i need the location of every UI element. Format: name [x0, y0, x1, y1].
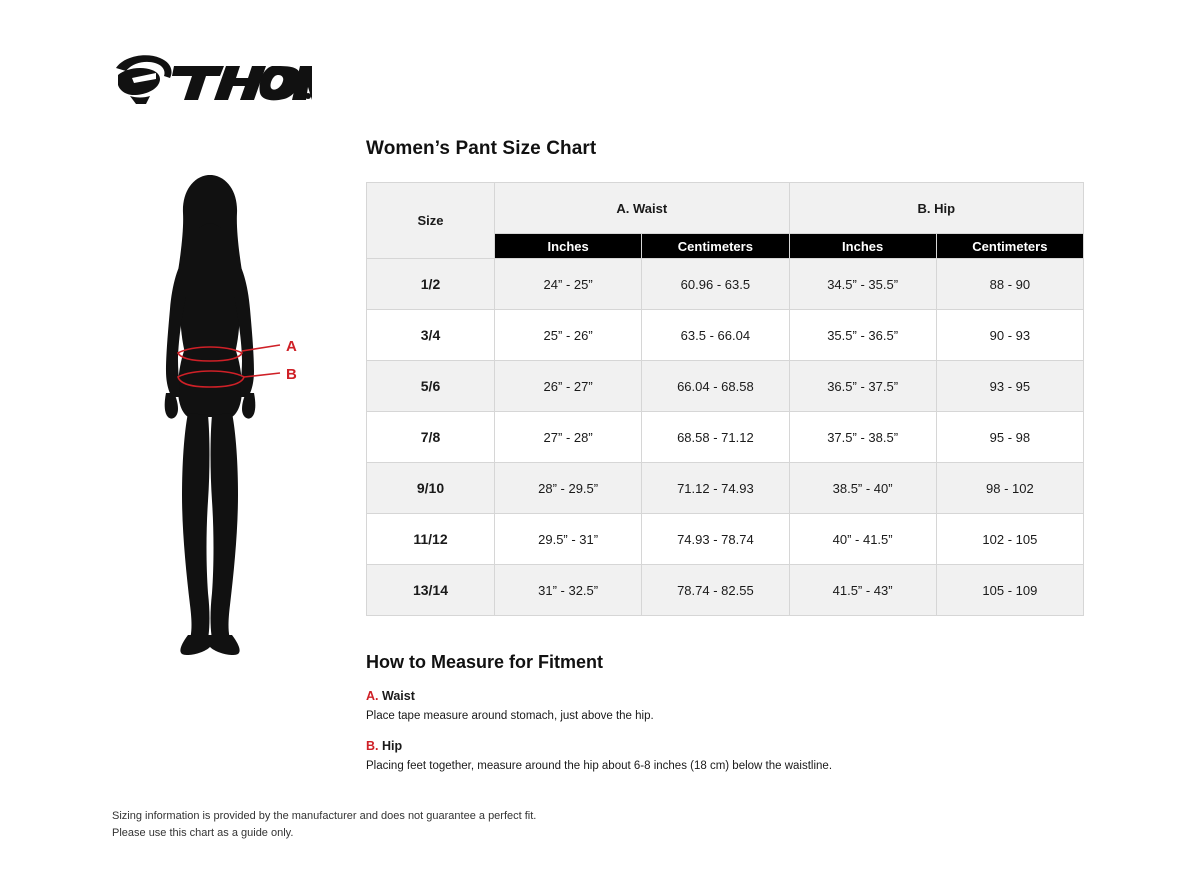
measure-item-hip-letter: B. — [366, 739, 379, 754]
cell-size: 7/8 — [367, 412, 495, 463]
cell-waist-centimeters: 68.58 - 71.12 — [642, 412, 789, 463]
table-row — [367, 412, 1084, 463]
cell-size: 3/4 — [367, 310, 495, 361]
cell-waist-centimeters: 63.5 - 66.04 — [642, 310, 789, 361]
figure-label-a: A — [286, 338, 297, 355]
cell-hip-inches: 41.5” - 43” — [789, 565, 936, 616]
table-body — [367, 259, 1084, 616]
figure-label-b: B — [286, 366, 297, 383]
column-header-hip-centimeters: Centimeters — [936, 234, 1083, 259]
cell-hip-centimeters: 105 - 109 — [936, 565, 1083, 616]
thor-helmet-logo — [112, 52, 312, 110]
cell-waist-centimeters: 78.74 - 82.55 — [642, 565, 789, 616]
table-row — [367, 463, 1084, 514]
cell-hip-centimeters: 102 - 105 — [936, 514, 1083, 565]
cell-waist-inches: 28” - 29.5” — [495, 463, 642, 514]
brand-logo — [112, 52, 312, 110]
cell-hip-centimeters: 88 - 90 — [936, 259, 1083, 310]
cell-hip-inches: 38.5” - 40” — [789, 463, 936, 514]
cell-hip-centimeters: 98 - 102 — [936, 463, 1083, 514]
cell-waist-inches: 25” - 26” — [495, 310, 642, 361]
disclaimer-line-1: Sizing information is provided by the manufacturer and does not guarantee a perfect fit. — [112, 810, 537, 822]
cell-hip-inches: 35.5” - 36.5” — [789, 310, 936, 361]
column-header-hip-inches: Inches — [789, 234, 936, 259]
cell-hip-inches: 40” - 41.5” — [789, 514, 936, 565]
main-content — [366, 138, 1086, 789]
cell-waist-centimeters: 74.93 - 78.74 — [642, 514, 789, 565]
cell-size: 5/6 — [367, 361, 495, 412]
table-row — [367, 310, 1084, 361]
column-group-waist: A. Waist — [495, 183, 790, 234]
measure-item-hip — [366, 739, 1086, 774]
table-header — [367, 183, 1084, 259]
column-header-size: Size — [367, 183, 495, 259]
cell-size: 1/2 — [367, 259, 495, 310]
header-group-row — [367, 183, 1084, 234]
measure-item-hip-name: Hip — [381, 739, 403, 754]
measure-item-waist-name: Waist — [381, 689, 415, 703]
table-row — [367, 361, 1084, 412]
cell-size: 11/12 — [367, 514, 495, 565]
cell-waist-centimeters: 66.04 - 68.58 — [642, 361, 789, 412]
cell-hip-inches: 36.5” - 37.5” — [789, 361, 936, 412]
measure-item-waist-heading — [366, 689, 1086, 703]
cell-hip-centimeters: 93 - 95 — [936, 361, 1083, 412]
column-header-waist-centimeters: Centimeters — [642, 234, 789, 259]
disclaimer — [112, 808, 536, 842]
measure-item-hip-heading — [366, 739, 1086, 753]
measure-item-hip-text: Placing feet together, measure around the hip about 6-8 inches (18 cm) below the waistline. — [366, 760, 833, 773]
cell-size: 13/14 — [367, 565, 495, 616]
column-group-hip: B. Hip — [789, 183, 1084, 234]
measure-item-waist — [366, 689, 1086, 724]
size-chart-table — [366, 182, 1084, 616]
measure-item-waist-text: Place tape measure around stomach, just above the hip. — [366, 710, 654, 722]
cell-waist-inches: 31” - 32.5” — [495, 565, 642, 616]
cell-waist-inches: 27” - 28” — [495, 412, 642, 463]
measure-item-waist-letter: A. — [366, 689, 379, 703]
cell-size: 9/10 — [367, 463, 495, 514]
column-header-waist-inches: Inches — [495, 234, 642, 259]
page-title: Women’s Pant Size Chart — [366, 138, 597, 159]
cell-hip-centimeters: 90 - 93 — [936, 310, 1083, 361]
table-row — [367, 565, 1084, 616]
female-silhouette — [165, 175, 256, 655]
body-measurement-illustration — [120, 165, 340, 655]
how-to-measure-title: How to Measure for Fitment — [366, 652, 604, 672]
table-row — [367, 514, 1084, 565]
cell-waist-inches: 24” - 25” — [495, 259, 642, 310]
table-row — [367, 259, 1084, 310]
cell-waist-inches: 29.5” - 31” — [495, 514, 642, 565]
cell-waist-inches: 26” - 27” — [495, 361, 642, 412]
cell-hip-centimeters: 95 - 98 — [936, 412, 1083, 463]
cell-waist-centimeters: 71.12 - 74.93 — [642, 463, 789, 514]
cell-waist-centimeters: 60.96 - 63.5 — [642, 259, 789, 310]
cell-hip-inches: 34.5” - 35.5” — [789, 259, 936, 310]
cell-hip-inches: 37.5” - 38.5” — [789, 412, 936, 463]
disclaimer-line-2: Please use this chart as a guide only. — [112, 827, 294, 840]
